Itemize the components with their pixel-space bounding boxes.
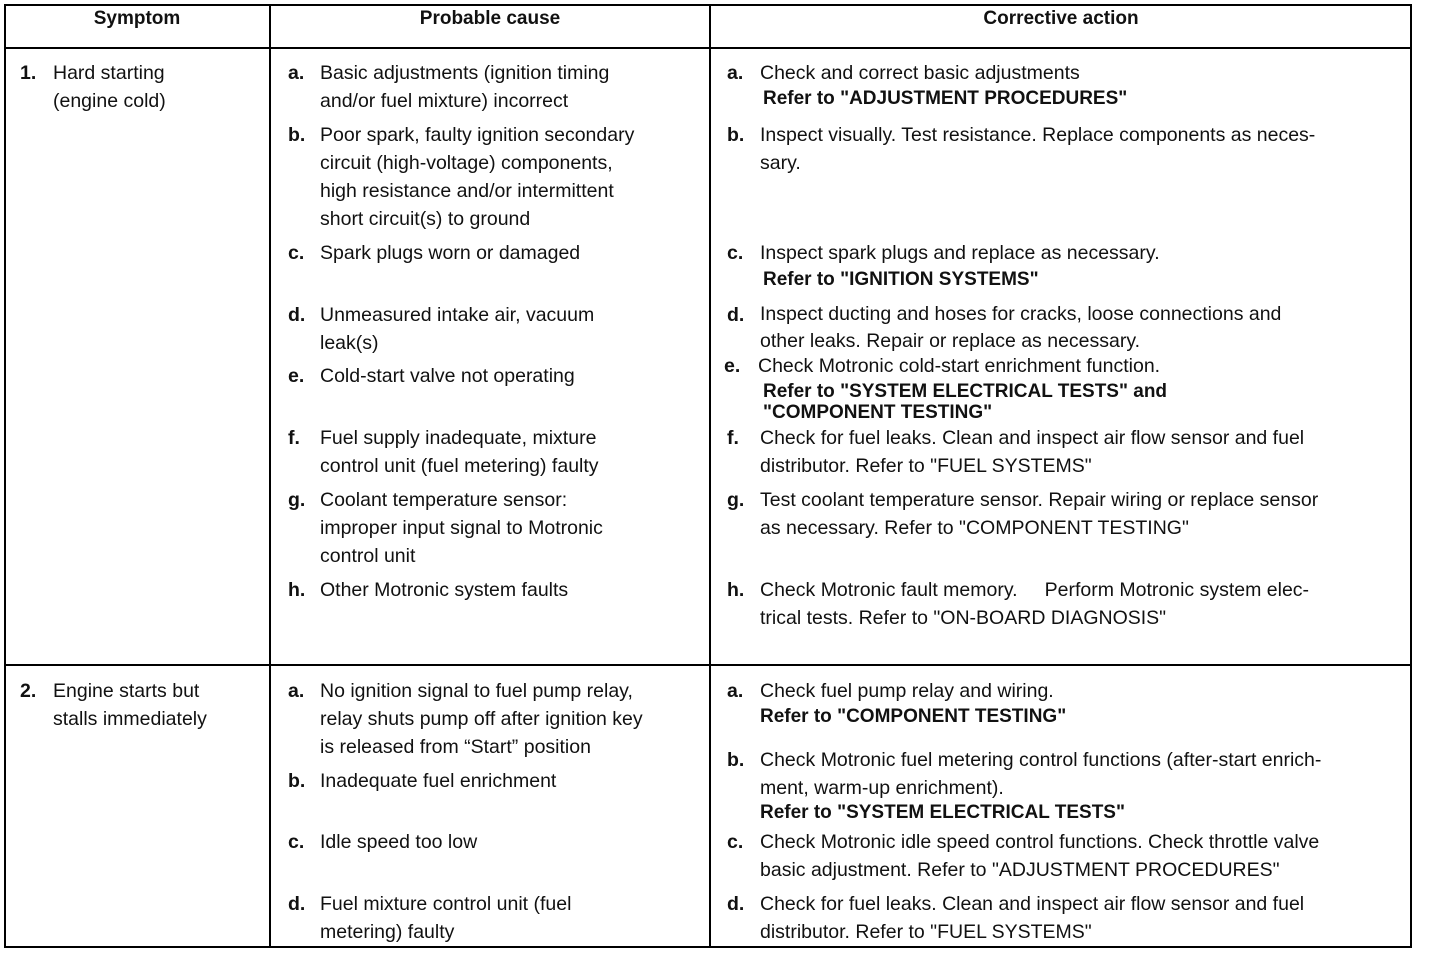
cause-text: Spark plugs worn or damaged: [320, 242, 581, 264]
action-text: Inspect spark plugs and replace as necessary.: [760, 242, 1160, 264]
action-reference: Refer to "SYSTEM ELECTRICAL TESTS": [760, 802, 1125, 823]
action-letter: d.: [727, 893, 745, 915]
cause-text: Coolant temperature sensor: improper input signal to Motronic control unit: [320, 489, 603, 567]
action-letter: d.: [727, 304, 745, 326]
action-text: Check Motronic fault memory. Perform Motronic system elec- trical tests. Refer to "ON-BOARD DIAGNOSIS": [760, 579, 1310, 629]
cause-letter: a.: [288, 62, 305, 84]
column-divider: [269, 4, 271, 948]
cause-text: Fuel mixture control unit (fuel metering) faulty: [320, 893, 572, 943]
cause-letter: c.: [288, 831, 305, 853]
symptom-number: 1.: [20, 62, 37, 84]
action-letter: b.: [727, 749, 745, 771]
cause-letter: d.: [288, 304, 306, 326]
cause-letter: e.: [288, 365, 305, 387]
cause-letter: g.: [288, 489, 306, 511]
cause-text: Basic adjustments (ignition timing and/or fuel mixture) incorrect: [320, 62, 610, 112]
action-reference: Refer to "IGNITION SYSTEMS": [763, 269, 1039, 290]
action-letter: a.: [727, 680, 744, 702]
action-letter: b.: [727, 124, 745, 146]
symptom-number: 2.: [20, 680, 37, 702]
action-text: Check for fuel leaks. Clean and inspect air flow sensor and fuel distributor. Refer to "FUEL SYSTEMS": [760, 893, 1305, 943]
cause-letter: a.: [288, 680, 305, 702]
cause-letter: d.: [288, 893, 306, 915]
action-letter: g.: [727, 489, 745, 511]
action-text: Check fuel pump relay and wiring.: [760, 680, 1054, 702]
action-reference: Refer to "ADJUSTMENT PROCEDURES": [763, 88, 1128, 109]
action-text: Check Motronic idle speed control functions. Check throttle valve basic adjustment. Refer to "ADJUSTMENT PROCEDURES": [760, 831, 1320, 881]
cause-letter: b.: [288, 124, 306, 146]
cause-text: Inadequate fuel enrichment: [320, 770, 557, 792]
cause-letter: c.: [288, 242, 305, 264]
cause-text: Unmeasured intake air, vacuum leak(s): [320, 304, 595, 354]
action-text: Check and correct basic adjustments: [760, 62, 1080, 84]
header-divider: [4, 47, 1412, 49]
action-reference: Refer to "SYSTEM ELECTRICAL TESTS" and "COMPONENT TESTING": [763, 381, 1168, 423]
column-divider: [709, 4, 711, 948]
cause-letter: f.: [288, 427, 300, 449]
cause-letter: b.: [288, 770, 306, 792]
action-letter: e.: [724, 355, 741, 377]
cause-letter: h.: [288, 579, 306, 601]
action-letter: f.: [727, 427, 739, 449]
action-letter: h.: [727, 579, 745, 601]
action-text: Check Motronic fuel metering control functions (after-start enrich- ment, warm-up enrichment).: [760, 749, 1322, 799]
action-text: Check Motronic cold-start enrichment function.: [758, 355, 1161, 377]
header-corrective-action: Corrective action: [983, 8, 1139, 29]
symptom-text: Engine starts but stalls immediately: [53, 680, 207, 730]
cause-text: Fuel supply inadequate, mixture control unit (fuel metering) faulty: [320, 427, 599, 477]
header-symptom: Symptom: [93, 8, 181, 29]
action-letter: c.: [727, 831, 744, 853]
action-letter: a.: [727, 62, 744, 84]
cause-text: Other Motronic system faults: [320, 579, 569, 601]
cause-text: No ignition signal to fuel pump relay, relay shuts pump off after ignition key is released from “Start” position: [320, 680, 643, 758]
row-divider: [4, 664, 1412, 666]
action-text: Inspect ducting and hoses for cracks, loose connections and other leaks. Repair or replace as necessary.: [760, 303, 1282, 352]
action-text: Check for fuel leaks. Clean and inspect air flow sensor and fuel distributor. Refer to "FUEL SYSTEMS": [760, 427, 1305, 477]
cause-text: Poor spark, faulty ignition secondary circuit (high-voltage) components, high resistance and/or intermittent short circuit(s) to ground: [320, 124, 635, 230]
cause-text: Idle speed too low: [320, 831, 478, 853]
action-letter: c.: [727, 242, 744, 264]
action-reference: Refer to "COMPONENT TESTING": [760, 706, 1067, 727]
header-probable-cause: Probable cause: [419, 8, 561, 29]
symptom-text: Hard starting (engine cold): [53, 62, 166, 112]
cause-text: Cold-start valve not operating: [320, 365, 575, 387]
action-text: Inspect visually. Test resistance. Replace components as neces- sary.: [760, 124, 1316, 174]
action-text: Test coolant temperature sensor. Repair wiring or replace sensor as necessary. Refer to "COMPONENT TESTING": [760, 489, 1319, 539]
